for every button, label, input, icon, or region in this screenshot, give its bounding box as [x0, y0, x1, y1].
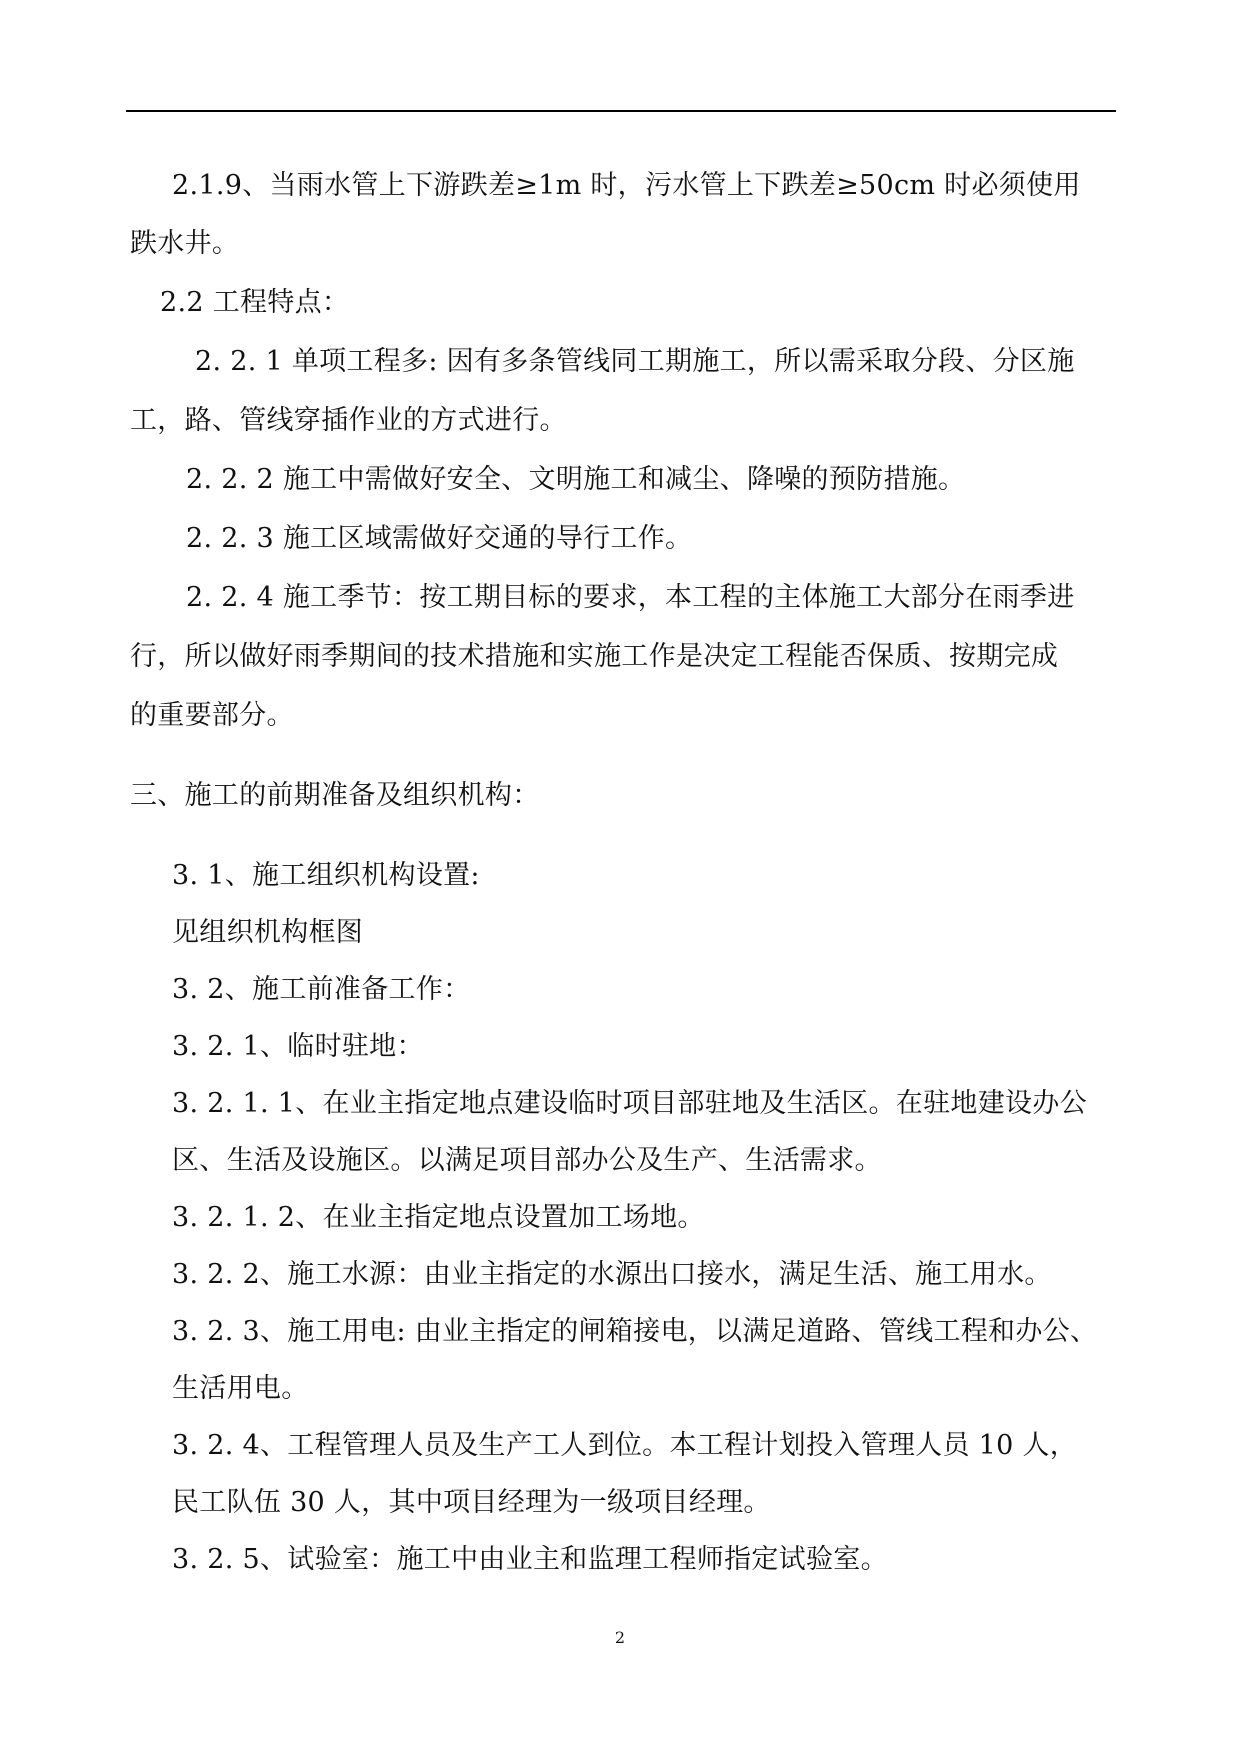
text-line-3-2-1-2: 3. 2. 1. 2、在业主指定地点设置加工场地。: [172, 1202, 705, 1233]
text-line-2-2-1-cont: 工，路、管线穿插作业的方式进行。: [130, 405, 567, 436]
text-line-3-2-1-1: 3. 2. 1. 1、在业主指定地点建设临时项目部驻地及生活区。在驻地建设办公: [172, 1088, 1087, 1119]
section-heading-3-2: 3. 2、施工前准备工作：: [172, 974, 471, 1005]
text-line-3-2-1: 3. 2. 1、临时驻地：: [172, 1031, 424, 1062]
text-line-2-2-4-cont-2: 的重要部分。: [130, 700, 294, 731]
text-line-3-2-4: 3. 2. 4、工程管理人员及生产工人到位。本工程计划投入管理人员 10 人，: [172, 1430, 1078, 1461]
text-line-3-2-3: 3. 2. 3、施工用电: 由业主指定的闸箱接电，以满足道路、管线工程和办公、: [172, 1316, 1098, 1347]
page-number: 2: [614, 1628, 626, 1647]
text-line-2-1-9-cont: 跌水井。: [130, 228, 240, 259]
text-line-3-2-2: 3. 2. 2、施工水源：由业主指定的水源出口接水，满足生活、施工用水。: [172, 1259, 1052, 1290]
text-line-3-2-5: 3. 2. 5、试验室：施工中由业主和监理工程师指定试验室。: [172, 1544, 888, 1575]
text-line-2-2-4-cont-1: 行，所以做好雨季期间的技术措施和实施工作是决定工程能否保质、按期完成: [130, 641, 1059, 672]
text-line-3-2-1-1-cont: 区、生活及设施区。以满足项目部办公及生产、生活需求。: [172, 1145, 882, 1176]
text-line-2-1-9: 2.1.9、当雨水管上下游跌差≥1m 时，污水管上下跌差≥50cm 时必须使用: [172, 170, 1081, 201]
section-heading-3-1: 3. 1、施工组织机构设置:: [172, 860, 480, 891]
text-line-2-2-2: 2. 2. 2 施工中需做好安全、文明施工和减尘、降噪的预防措施。: [186, 464, 966, 495]
text-line-2-2-4: 2. 2. 4 施工季节：按工期目标的要求，本工程的主体施工大部分在雨季进: [186, 582, 1075, 613]
chapter-heading-3: 三、施工的前期准备及组织机构：: [130, 780, 540, 811]
text-line-3-1-note: 见组织机构框图: [172, 917, 364, 948]
text-line-3-2-3-cont: 生活用电。: [172, 1373, 309, 1404]
text-line-2-2-3: 2. 2. 3 施工区域需做好交通的导行工作。: [186, 523, 693, 554]
text-line-2-2-1: 2. 2. 1 单项工程多: 因有多条管线同工期施工，所以需采取分段、分区施: [195, 346, 1075, 377]
header-rule: [126, 110, 1116, 112]
text-line-3-2-4-cont: 民工队伍 30 人，其中项目经理为一级项目经理。: [172, 1487, 771, 1518]
section-heading-2-2: 2.2 工程特点：: [160, 287, 350, 318]
